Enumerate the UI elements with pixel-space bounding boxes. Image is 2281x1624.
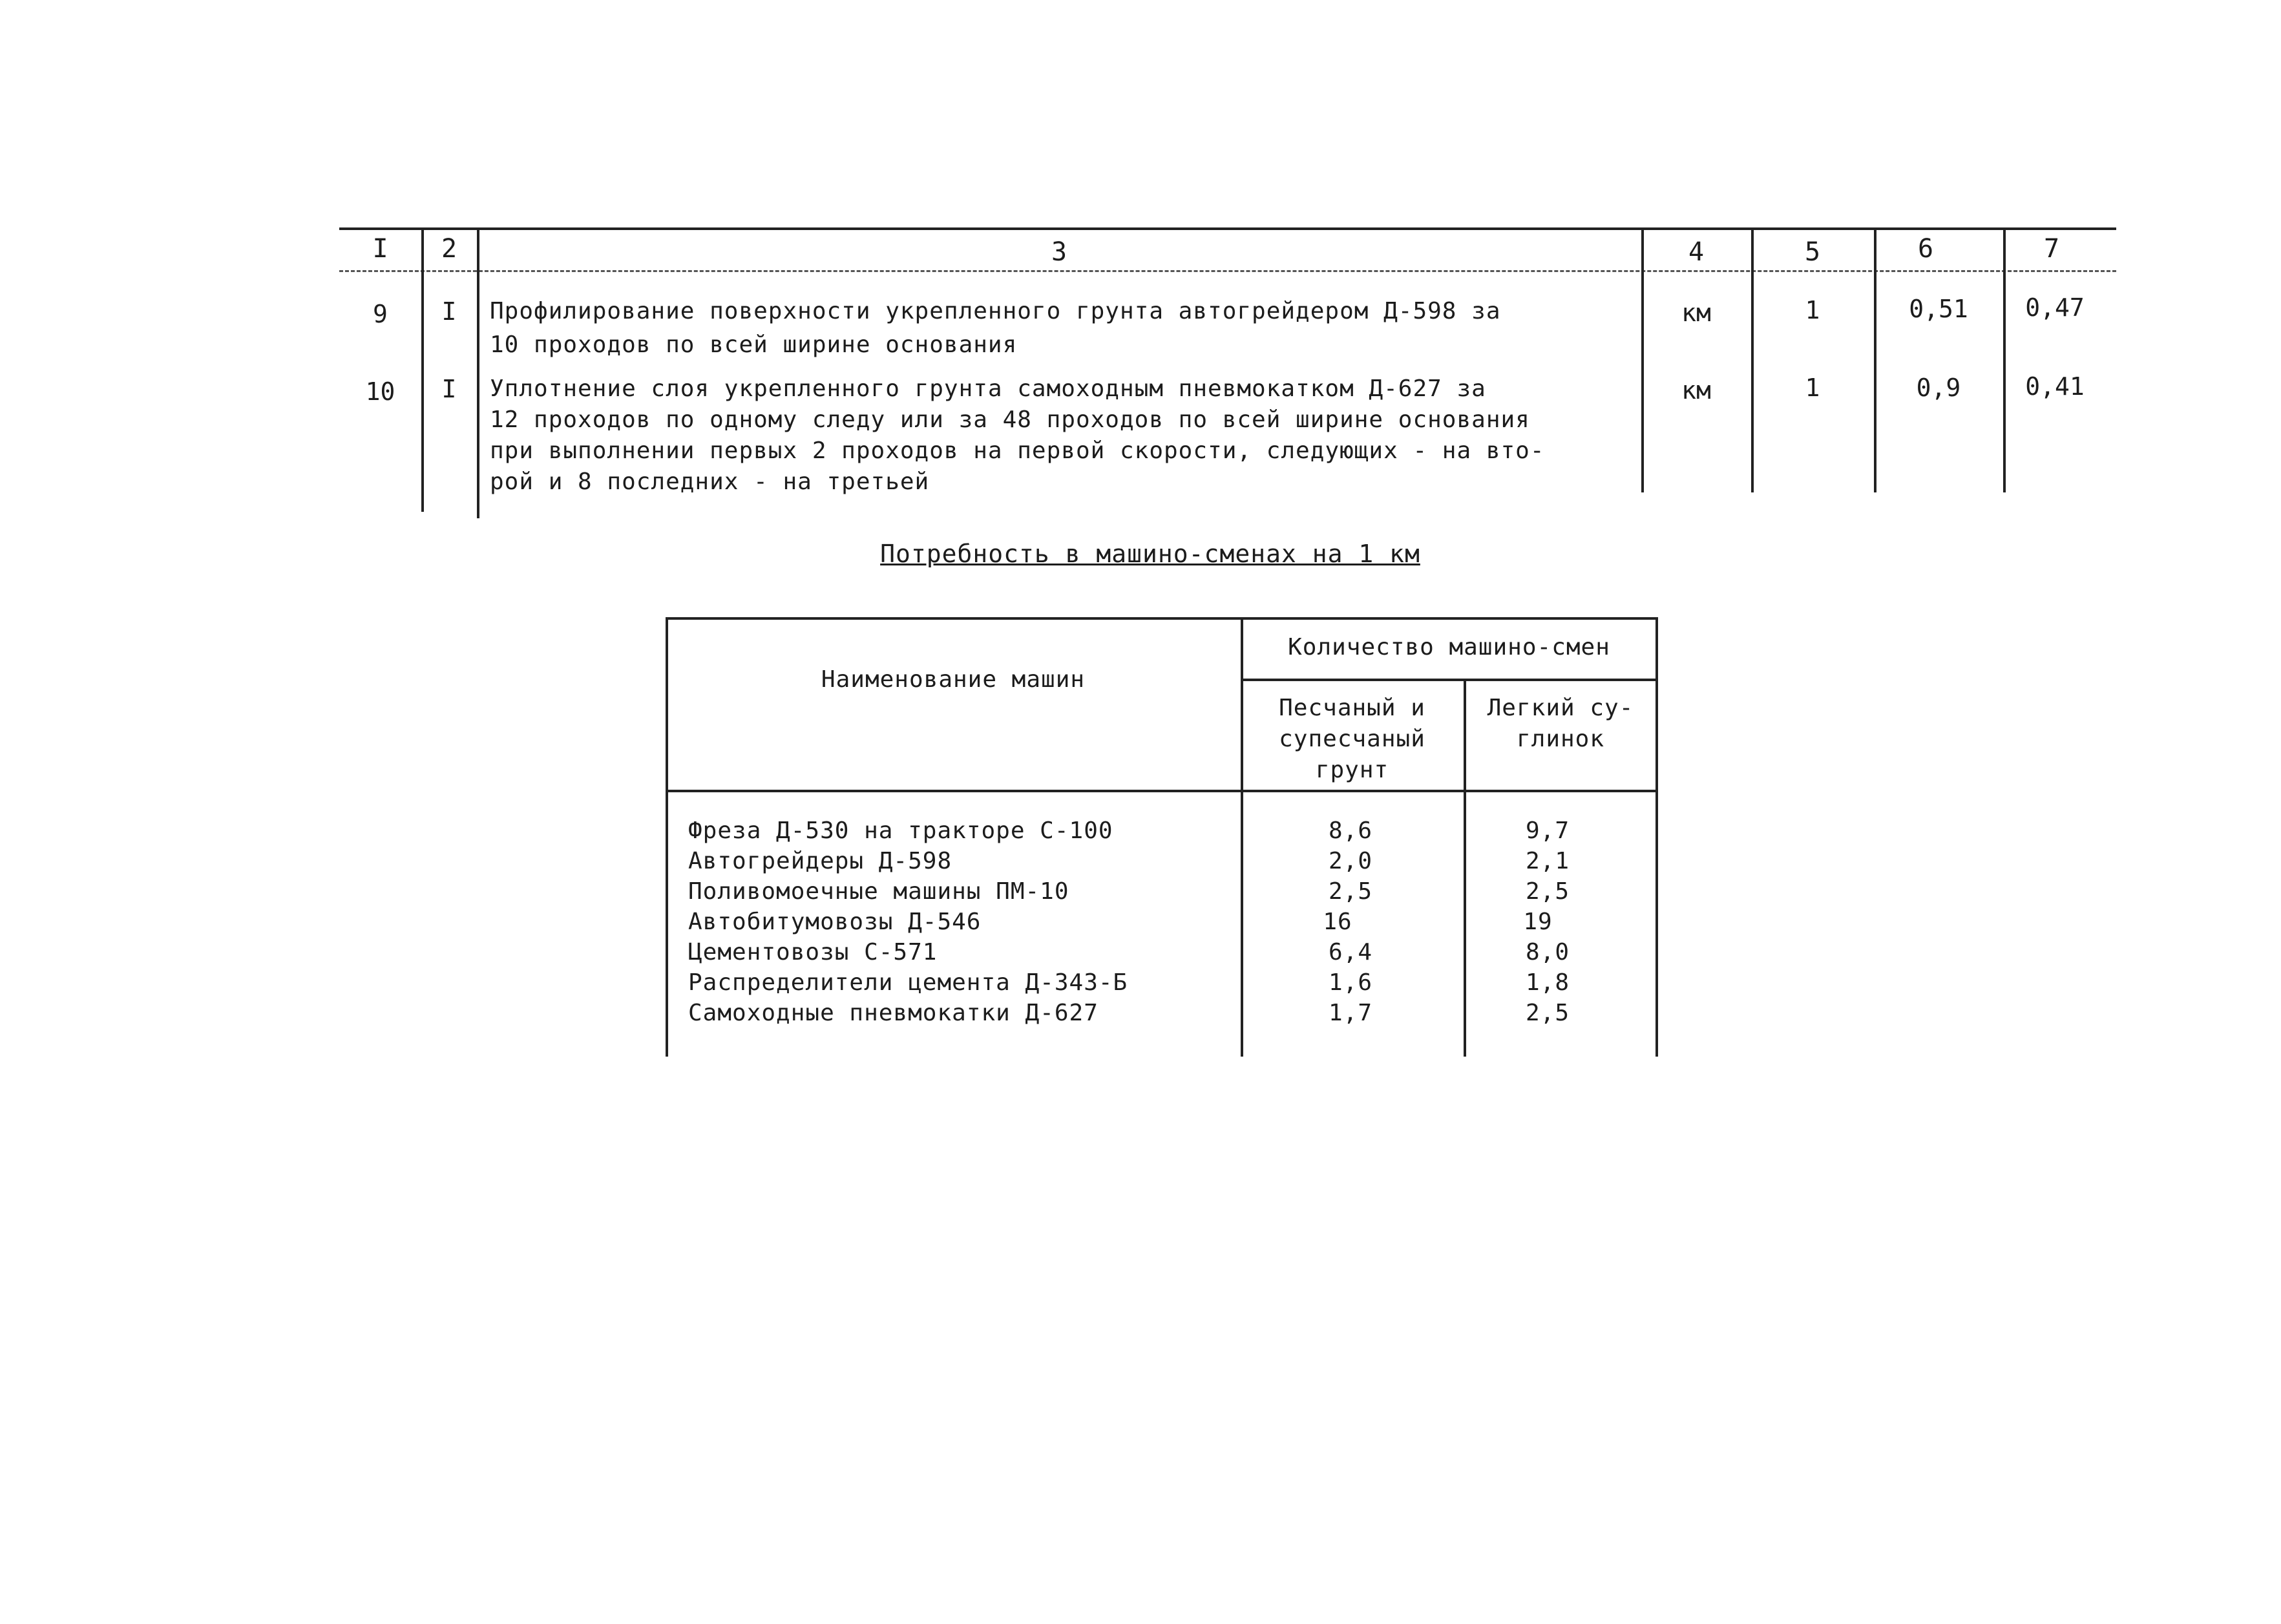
machine-sand-value: 8,6 — [1328, 817, 1373, 844]
loam-header-line-2: глинок — [1516, 726, 1605, 752]
machine-sand-value: 2,0 — [1328, 848, 1373, 874]
row-10-category: I — [441, 375, 457, 403]
machine-name-header: Наименование машин — [821, 666, 1086, 693]
machine-sand-value: 2,5 — [1328, 878, 1373, 905]
machine-loam-value: 9,7 — [1525, 817, 1570, 844]
machine-sand-value: 6,4 — [1328, 939, 1373, 965]
machine-name: Автобитумовозы Д-546 — [688, 909, 982, 935]
row-9-number: 9 — [373, 300, 388, 328]
row-9-description-line-1: Профилирование поверхности укрепленного грунта автогрейдером Д-598 за — [490, 298, 1501, 324]
machine-name: Цементовозы С-571 — [688, 939, 938, 965]
machine-loam-value: 1,8 — [1525, 969, 1570, 996]
machine-name: Автогрейдеры Д-598 — [688, 848, 952, 874]
row-9-description-line-2: 10 проходов по всей ширине основания — [490, 332, 1018, 358]
row-9-col5: 1 — [1805, 296, 1820, 324]
header-col-5: 5 — [1804, 237, 1821, 267]
machine-loam-value: 19 — [1523, 909, 1553, 935]
sand-soil-header-line-2: супесчаный — [1279, 726, 1425, 752]
row-10-col5: 1 — [1805, 374, 1820, 402]
sand-soil-header-line-3: грунт — [1315, 757, 1389, 783]
machine-name: Самоходные пневмокатки Д-627 — [688, 1000, 1098, 1026]
machine-name: Распределители цемента Д-343-Б — [688, 969, 1128, 996]
machine-shifts-header: Количество машино-смен — [1288, 634, 1610, 660]
machine-table-right-border — [1656, 617, 1658, 1057]
machine-loam-value: 2,5 — [1525, 878, 1570, 905]
row-9-col7: 0,47 — [2025, 293, 2085, 322]
loam-header-line-1: Легкий су- — [1487, 695, 1634, 721]
machine-sand-value: 1,7 — [1328, 1000, 1373, 1026]
machine-table-top-border — [666, 617, 1657, 620]
row-9-category: I — [441, 297, 457, 326]
machine-sand-value: 16 — [1323, 909, 1352, 935]
header-col-3: 3 — [1051, 237, 1067, 267]
row-10-description-line-4: рой и 8 последних - на третьей — [490, 469, 930, 495]
row-10-col6: 0,9 — [1916, 374, 1961, 402]
header-col-4: 4 — [1688, 237, 1705, 267]
header-col-7: 7 — [2043, 234, 2060, 264]
row-10-col7: 0,41 — [2025, 372, 2085, 401]
row-10-description-line-3: при выполнении первых 2 проходов на первой скорости, следующих - на вто- — [490, 438, 1545, 464]
header-col-6: 6 — [1917, 234, 1934, 264]
row-9-col6: 0,51 — [1909, 295, 1968, 323]
machine-loam-value: 2,1 — [1525, 848, 1570, 874]
row-9-unit: км — [1681, 299, 1711, 327]
machine-loam-value: 8,0 — [1525, 939, 1570, 965]
header-col-2: 2 — [441, 234, 457, 264]
machine-table-header-bottom — [666, 790, 1657, 792]
row-10-description-line-2: 12 проходов по одному следу или за 48 проходов по всей ширине основания — [490, 406, 1530, 433]
row-10-description-line-1: Уплотнение слоя укрепленного грунта самоходным пневмокатком Д-627 за — [490, 375, 1486, 402]
machine-loam-value: 2,5 — [1525, 1000, 1570, 1026]
machine-sand-value: 1,6 — [1328, 969, 1373, 996]
row-10-unit: км — [1681, 376, 1711, 405]
machine-needs-caption: Потребность в машино-сменах на 1 км — [880, 540, 1420, 568]
row-10-number: 10 — [365, 377, 395, 406]
header-col-1: I — [372, 234, 388, 264]
machine-name: Фреза Д-530 на тракторе С-100 — [688, 817, 1113, 844]
machine-name: Поливомоечные машины ПМ-10 — [688, 878, 1069, 905]
quantity-header-divider — [1241, 679, 1657, 681]
sand-soil-header-line-1: Песчаный и — [1279, 695, 1425, 721]
